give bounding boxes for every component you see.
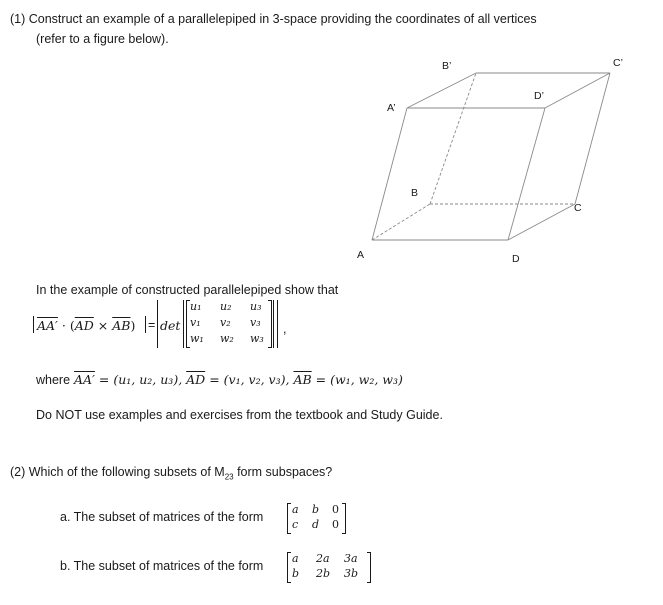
edge-A-B-hidden: [372, 204, 430, 240]
label-C: C: [574, 202, 582, 214]
option-a-matrix: a b 0 c d 0: [292, 503, 339, 531]
q1-line-1: (1) Construct an example of a parallelepiped in 3-space providing the coordinates of all vertices: [10, 12, 537, 26]
dot-symbol: ·: [61, 318, 66, 333]
cross-symbol: ×: [97, 318, 109, 333]
label-B: B: [411, 187, 419, 199]
label-C-prime: C’: [613, 57, 623, 69]
show-that-text: In the example of constructed parallelepiped show that: [36, 283, 339, 297]
option-b-matrix: a 2a 3a b 2b 3b: [292, 552, 359, 580]
edge-D-Dprime: [508, 108, 545, 240]
q1-line-2: (refer to a figure below).: [36, 32, 169, 46]
label-B-prime: B’: [442, 60, 452, 72]
vector-AA: AA′: [37, 318, 58, 333]
edge-C-Cprime: [575, 73, 610, 204]
vector-AB: $\overline{AB}$: [112, 318, 131, 333]
equals-sign: =: [148, 318, 156, 332]
det-label: det: [160, 318, 181, 333]
label-D: D: [512, 253, 520, 265]
determinant-matrix: u₁ u₂ u₃ v₁ v₂ v₃ w₁ w₂ w₃: [190, 300, 264, 345]
option-a-label: a. The subset of matrices of the form: [60, 510, 264, 524]
formula-comma: ,: [283, 322, 287, 336]
edge-A-Aprime: [372, 108, 407, 240]
label-A: A: [357, 249, 365, 261]
triple-product-lhs: $AA' \cdot (\overline{AD} \times \overline{AB})$: [33, 318, 135, 333]
q2-prompt: (2) Which of the following subsets of $M_{23}$ form subspaces?: [10, 465, 333, 482]
edge-D-C: [508, 204, 575, 240]
label-A-prime: A’: [387, 102, 396, 114]
option-b-label: b. The subset of matrices of the form: [60, 559, 264, 573]
note-text: Do NOT use examples and exercises from the textbook and Study Guide.: [36, 408, 443, 422]
label-D-prime: D’: [534, 90, 544, 102]
where-line: where AA′ = (u₁, u₂, u₃), $\overline{AD} = (v_1$, v₂, v₃), $\overline{AB} = (w_1$, w₂, w₃): [36, 372, 403, 387]
edge-Cprime-Dprime: [545, 73, 610, 108]
vector-AD: $\overline{AD}$: [74, 318, 94, 333]
